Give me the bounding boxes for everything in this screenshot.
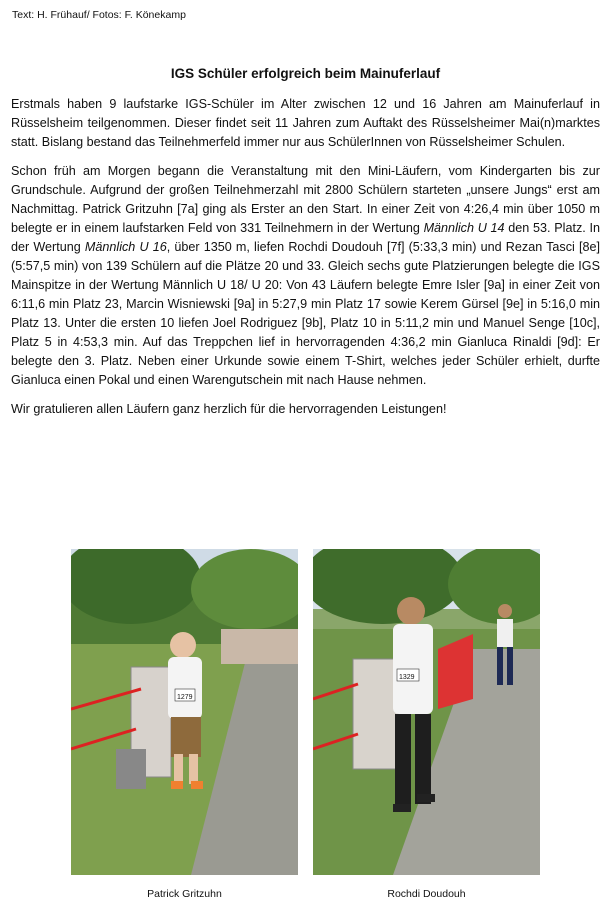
bib-number-1: 1279 xyxy=(177,694,193,701)
caption-photo-1: Patrick Gritzuhn xyxy=(147,888,222,900)
photo-rochdi-doudouh xyxy=(313,549,540,875)
runner-photo-image xyxy=(313,549,540,875)
results-text-a: Schon früh am Morgen begann die Veranstaltung mit den Mini-Läufern, vom Kindergarten bis zur Grundschule. Aufgrund der großen Teilnehmerzahl mit 2800 Schülern starteten „unsere Jungs“ erst am Nachmittag. Patrick Gritzuhn [7a] ging als Erster an den Start. In einer Zeit von 4:26,4 min über 1050 m belegte er in einem laufstarken Feld von 331 Teilnehmern in der Wertung xyxy=(11,164,600,235)
caption-photo-2: Rochdi Doudouh xyxy=(387,888,466,900)
photo-credit: Text: H. Frühauf/ Fotos: F. Könekamp xyxy=(12,9,186,21)
category-u16: Männlich U 16 xyxy=(84,240,167,254)
article-title: IGS Schüler erfolgreich beim Mainuferlauf xyxy=(170,66,441,81)
category-u14: Männlich U 14 xyxy=(423,221,505,235)
runner-photo-image xyxy=(71,549,298,875)
paragraph-intro: Erstmals haben 9 laufstarke IGS-Schüler im Alter zwischen 12 und 16 Jahren am Mainuferlauf in Rüsselsheim teilgenommen. Dieser findet seit 11 Jahren zum Auftakt des Rüsselsheimer Mai(n)marktes statt. Bislang bestand das Teilnehmerfeld immer nur aus SchülerInnen von Rüsselsheimer Schulen. xyxy=(11,97,600,149)
photo-patrick-gritzuhn xyxy=(71,549,298,875)
bib-number-2: 1329 xyxy=(399,674,415,681)
results-text-e: , über 1350 m, liefen Rochdi Doudouh [7f] (5:33,3 min) und Rezan Tasci [8e] (5:57,5 min) von 139 Schülern auf die Plätze 20 und 33. Gleich sechs gute Platzierungen belegte die IGS Mainspitze in der Wertung Männlich U 18/ U 20: Von 43 Läufern belegte Emre Isler [9a] in einer Zeit von 6:11,6 min Platz 23, Marcin Wisniewski [9a] in 5:27,9 min Platz 17 sowie Kerem Gürsel [9e] in 5:16,0 min Platz 13. Unter die ersten 10 liefen Joel Rodriguez [9b], Platz 10 in 5:11,2 min und Manuel Senge [10c], Platz 5 in 4:53,3 min. Auf das Treppchen lief in hervorragenden 4:36,2 min Gianluca Rinaldi [9d]: Er belegte den 3. Platz. Neben einer Urkunde sowie einem T-Shirt, welches jeder Schüler erhielt, durfte Gianluca einen Pokal und einen Warengutschein mit nach Hause nehmen. xyxy=(11,240,600,387)
results-text-c: den 53. Platz. In der Wertung xyxy=(11,221,600,254)
article-body xyxy=(11,95,600,429)
paragraph-results xyxy=(11,162,600,390)
paragraph-congrats: Wir gratulieren allen Läufern ganz herzlich für die hervorragenden Leistungen! xyxy=(11,402,447,416)
